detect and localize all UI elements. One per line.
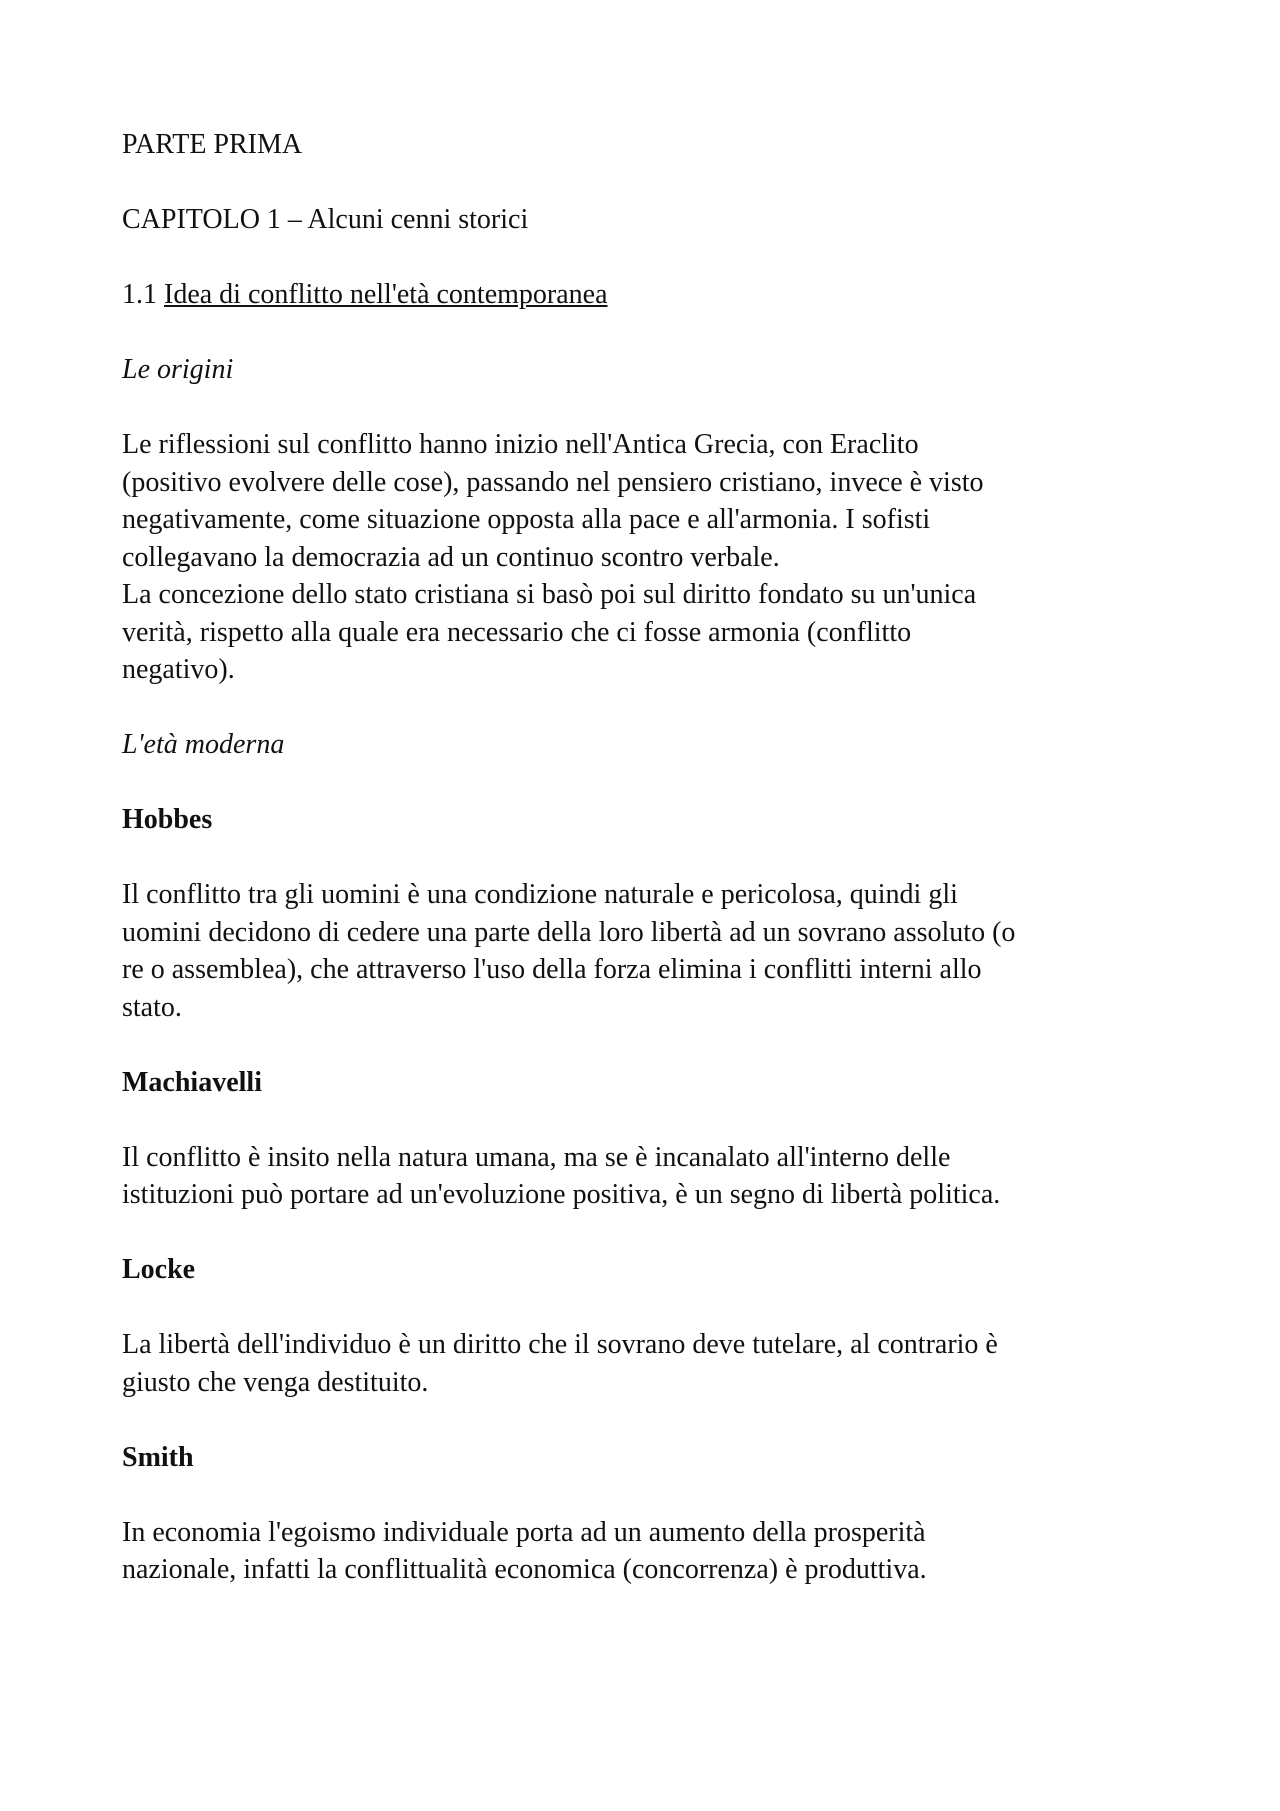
chapter-title: CAPITOLO 1 – Alcuni cenni storici: [122, 204, 529, 235]
paragraph-line: re o assemblea), che attraverso l'uso della forza elimina i conflitti interni allo: [122, 954, 982, 985]
paragraph-line: Il conflitto tra gli uomini è una condizione naturale e pericolosa, quindi gli: [122, 879, 958, 910]
author-paragraph-locke: [122, 1326, 1172, 1401]
paragraph-line: negativo).: [122, 654, 235, 685]
author-heading-locke: Locke: [122, 1254, 196, 1285]
author-paragraph-smith: [122, 1514, 1172, 1589]
part-title: PARTE PRIMA: [122, 129, 303, 160]
document-page: [122, 126, 1172, 1626]
paragraph-line: nazionale, infatti la conflittualità economica (concorrenza) è produttiva.: [122, 1554, 927, 1585]
paragraph-line: istituzioni può portare ad un'evoluzione positiva, è un segno di libertà politica.: [122, 1179, 1001, 1210]
subsection-modern: L'età moderna: [122, 729, 285, 760]
paragraph-line: Il conflitto è insito nella natura umana, ma se è incanalato all'interno delle: [122, 1141, 951, 1173]
paragraph-line: Le riflessioni sul conflitto hanno inizio nell'Antica Grecia, con Eraclito: [122, 429, 919, 460]
paragraph-line: negativamente, come situazione opposta alla pace e all'armonia. I sofisti: [122, 504, 931, 535]
paragraph-line: uomini decidono di cedere una parte della loro libertà ad un sovrano assoluto (o: [122, 916, 1016, 948]
section-title: Idea di conflitto nell'età contemporanea: [164, 279, 608, 310]
paragraph-line: collegavano la democrazia ad un continuo scontro verbale.: [122, 541, 780, 573]
author-heading-smith: Smith: [122, 1441, 194, 1473]
author-paragraph-hobbes: [122, 876, 1172, 1026]
paragraph-line: In economia l'egoismo individuale porta ad un aumento della prosperità: [122, 1516, 926, 1548]
author-heading-hobbes: Hobbes: [122, 804, 213, 835]
paragraph-line: verità, rispetto alla quale era necessario che ci fosse armonia (conflitto: [122, 616, 912, 648]
paragraph-line: stato.: [122, 991, 182, 1023]
origins-paragraph: [122, 426, 1172, 689]
subsection-origins: Le origini: [122, 354, 234, 385]
author-paragraph-machiavelli: [122, 1139, 1172, 1214]
section-heading: [122, 276, 1172, 314]
paragraph-line: (positivo evolvere delle cose), passando nel pensiero cristiano, invece è visto: [122, 466, 984, 498]
paragraph-line: La libertà dell'individuo è un diritto che il sovrano deve tutelare, al contrario è: [122, 1329, 998, 1360]
author-heading-machiavelli: Machiavelli: [122, 1066, 262, 1098]
paragraph-line: La concezione dello stato cristiana si basò poi sul diritto fondato su un'unica: [122, 579, 977, 610]
paragraph-line: giusto che venga destituito.: [122, 1366, 429, 1398]
section-number: 1.1: [122, 279, 157, 310]
